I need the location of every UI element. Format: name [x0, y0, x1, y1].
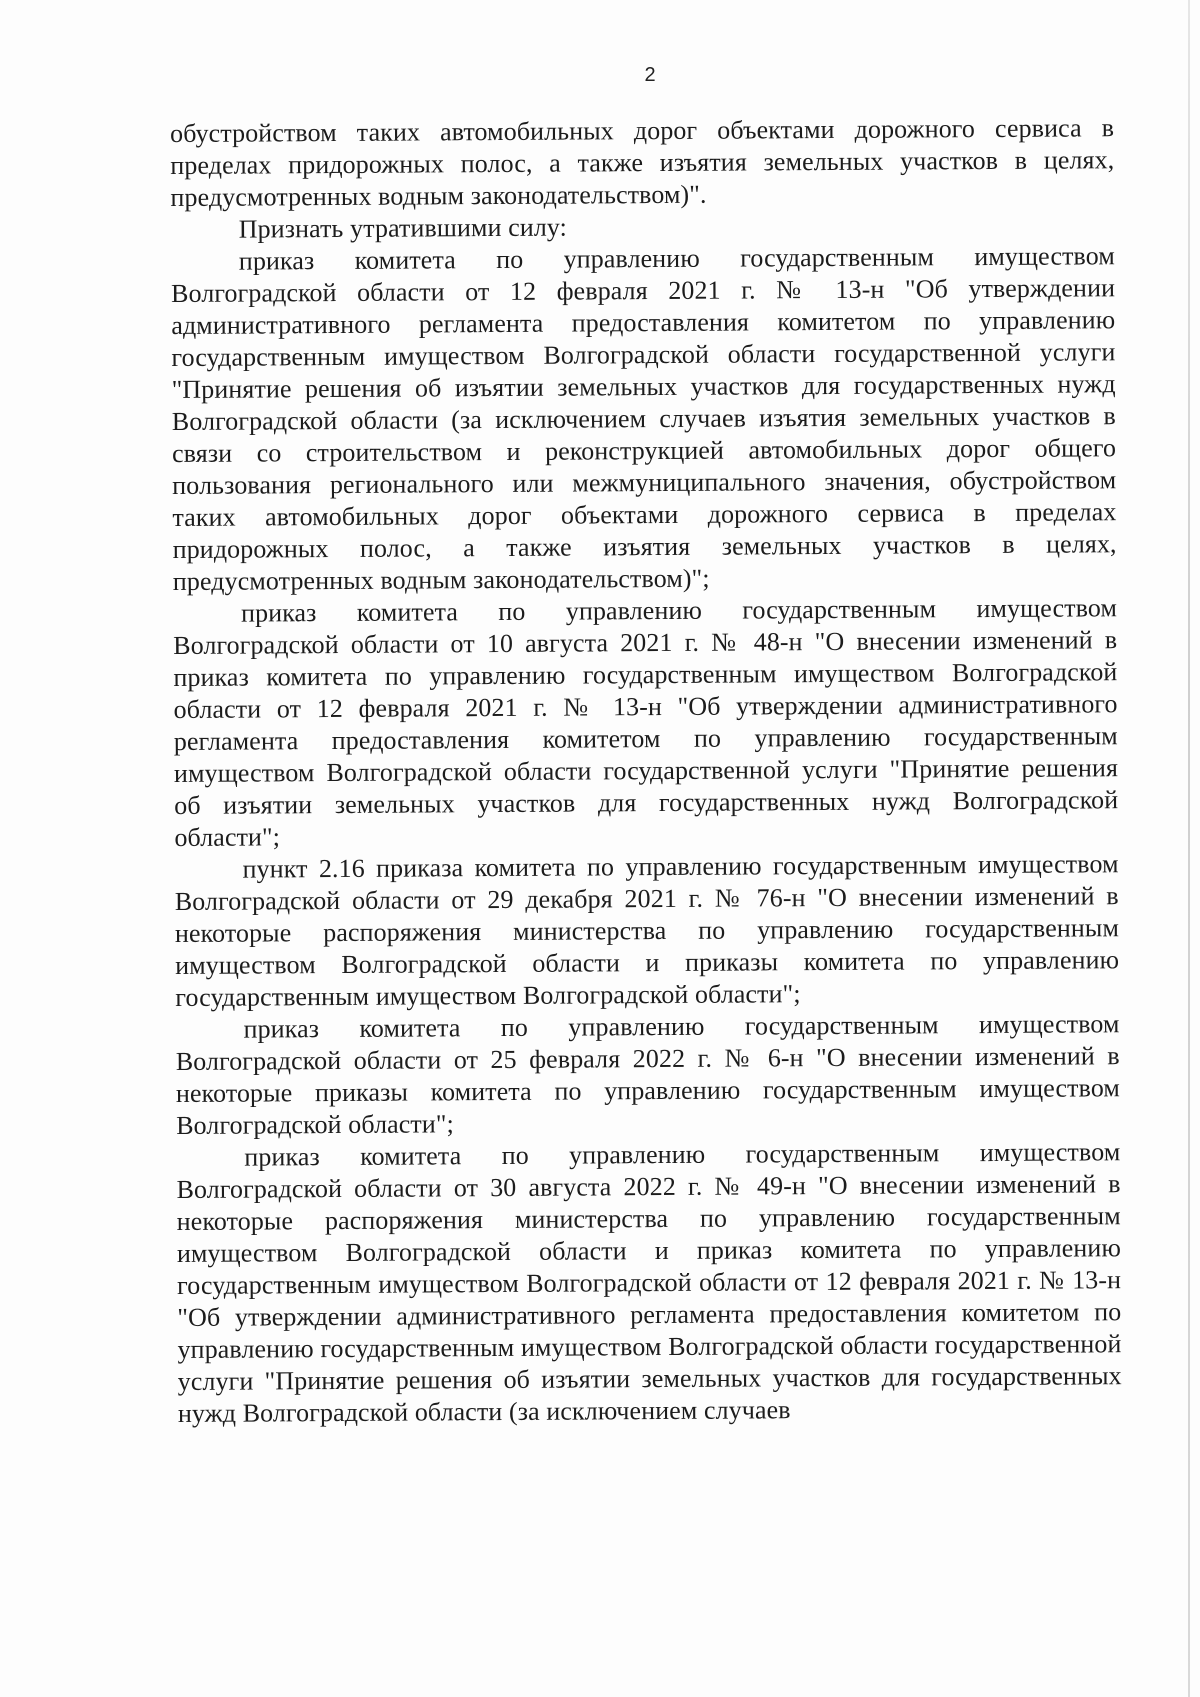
document-body — [170, 112, 1122, 1430]
paragraph-clause-2-16: пункт 2.16 приказа комитета по управлению государственным имуществом Волгоградской области от 29 декабря 2021 г. № 76-н "О внесении изменений в некоторые распоряжения министерства по управлению государственным имуществом Волгоградской области и приказы комитета по управлению государственным имуществом Волгоградской области"; — [174, 849, 1120, 1012]
paragraph-repeal-heading: Признать утратившими силу: — [238, 212, 568, 244]
paragraph-continuation: обустройством таких автомобильных дорог объектами дорожного сервиса в пределах придорожных полос, а также изъятия земельных участков в целях, предусмотренных водным законодательством)". — [170, 113, 1115, 212]
paragraph-order-6n: приказ комитета по управлению государственным имуществом Волгоградской области от 25 февраля 2022 г. № 6-н "О внесении изменений в некоторые приказы комитета по управлению государственным имуществом Волгоградской области"; — [175, 1009, 1121, 1140]
paragraph-order-49n: приказ комитета по управлению государственным имуществом Волгоградской области от 30 августа 2022 г. № 49-н "О внесении изменений в некоторые распоряжения министерства по управлению государственным имуществом Волгоградской области и приказ комитета по управлению государственным имуществом Волгоградской области от 12 февраля 2021 г. № 13-н "Об утверждении административного регламента предоставления комитетом по управлению государственным имуществом Волгоградской области государственной услуги "Принятие решения об изъятии земельных участков для государственных нужд Волгоградской области (за исключением случаев — [176, 1137, 1122, 1428]
page-edge-line — [1188, 0, 1190, 1697]
paragraph-order-48n: приказ комитета по управлению государственным имуществом Волгоградской области от 10 августа 2021 г. № 48-н "О внесении изменений в приказ комитета по управлению государственным имуществом Волгоградской области от 12 февраля 2021 г. № 13-н "Об утверждении административного регламента предоставления комитетом по управлению государственным имуществом Волгоградской области государственной услуги "Принятие решения об изъятии земельных участков для государственных нужд Волгоградской области"; — [173, 593, 1119, 852]
paragraph-order-13n: приказ комитета по управлению государственным имуществом Волгоградской области от 12 февраля 2021 г. № 13-н "Об утверждении административного регламента предоставления комитетом по управлению государственным имуществом Волгоградской области государственной услуги "Принятие решения об изъятии земельных участков для государственных нужд Волгоградской области (за исключением случаев изъятия земельных участков в связи со строительством и реконструкцией автомобильных дорог общего пользования регионального или межмуниципального значения, обустройством таких автомобильных дорог объектами дорожного сервиса в пределах придорожных полос, а также изъятия земельных участков в целях, предусмотренных водным законодательством)"; — [170, 241, 1117, 596]
page-number: 2 — [644, 64, 656, 86]
